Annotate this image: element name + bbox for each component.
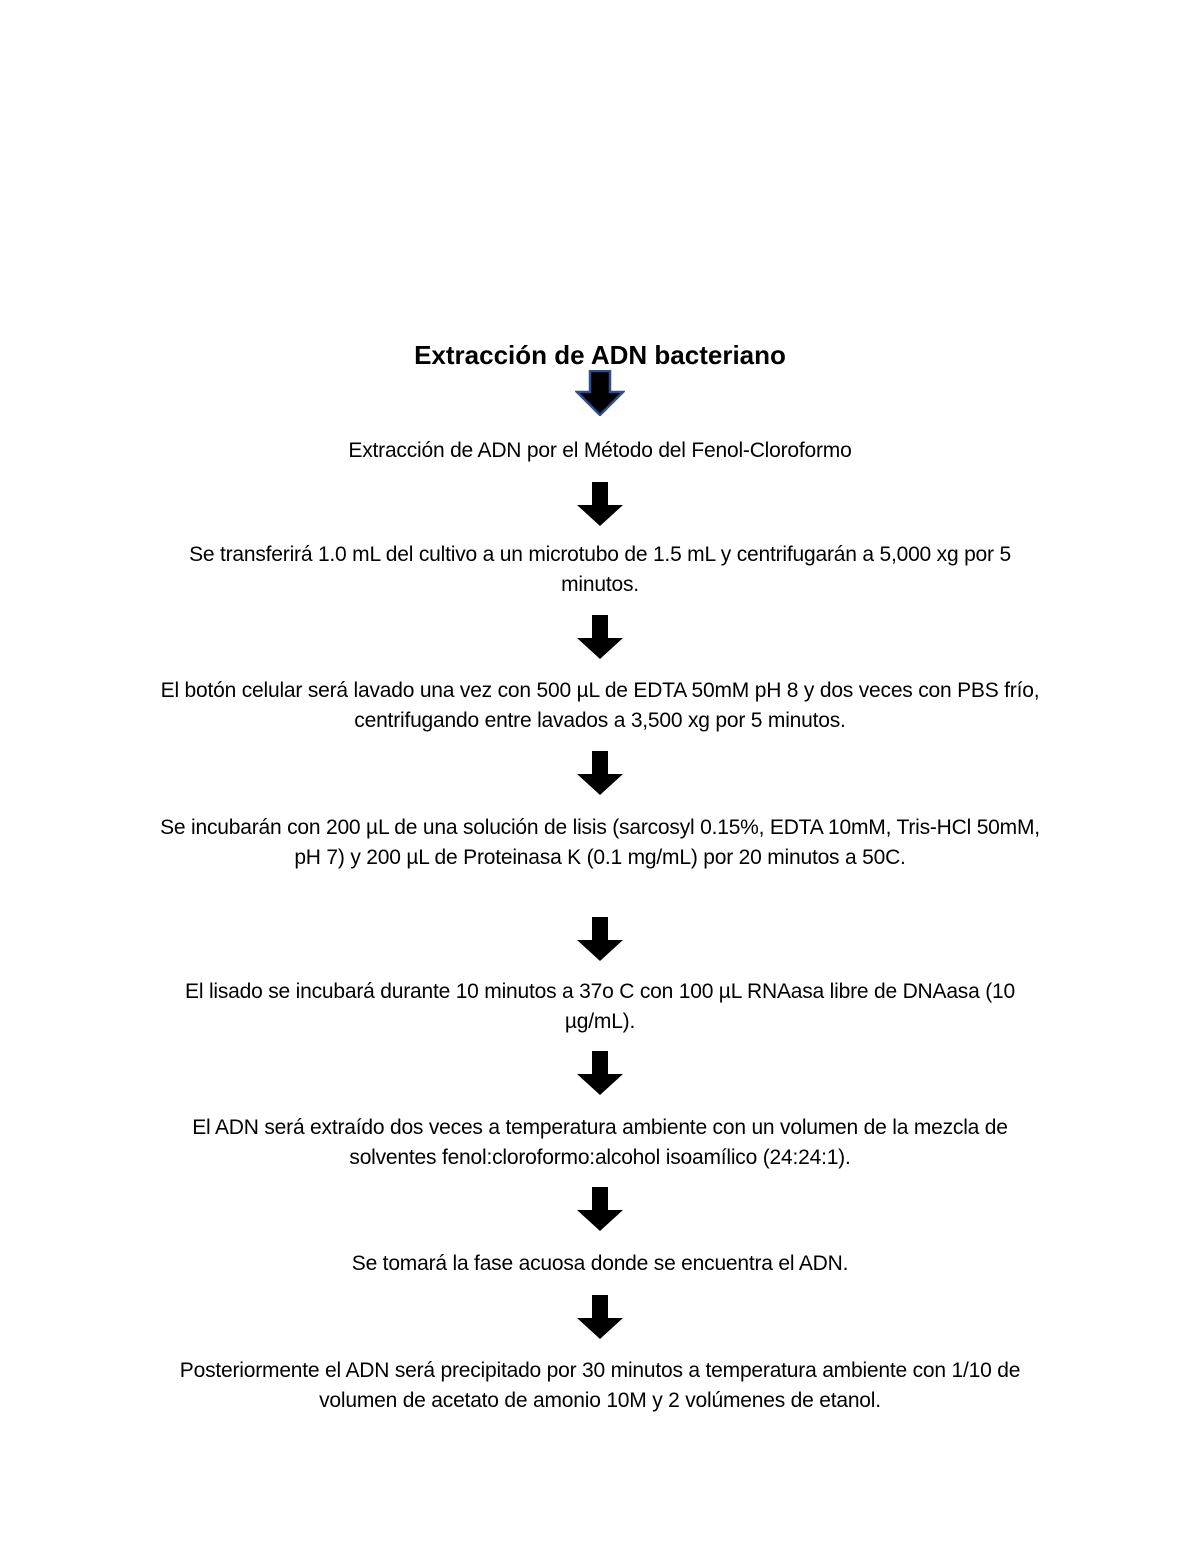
down-arrow-icon [575, 370, 625, 416]
step-5: El lisado se incubará durante 10 minutos a 37o C con 100 µL RNAasa libre de DNAasa (10 µg/mL). [185, 980, 1015, 1033]
step-2: Se transferirá 1.0 mL del cultivo a un microtubo de 1.5 mL y centrifugarán a 5,000 xg por 5 minutos. [189, 543, 1011, 596]
down-arrow-icon [575, 1294, 625, 1340]
step-3: El botón celular será lavado una vez con 500 µL de EDTA 50mM pH 8 y dos veces con PBS frío, centrifugando entre lavados a 3,500 xg por 5 minutos. [160, 679, 1040, 732]
step-1: Extracción de ADN por el Método del Fenol-Cloroformo [348, 439, 852, 462]
down-arrow-icon [575, 614, 625, 660]
step-7: Se tomará la fase acuosa donde se encuentra el ADN. [351, 1252, 849, 1275]
step-6: El ADN será extraído dos veces a temperatura ambiente con un volumen de la mezcla de solventes fenol:cloroformo:alcohol isoamílico (24:24:1). [192, 1116, 1008, 1169]
down-arrow-icon [575, 481, 625, 527]
step-4: Se incubarán con 200 µL de una solución de lisis (sarcosyl 0.15%, EDTA 10mM, Tris-HCl 50mM, pH 7) y 200 µL de Proteinasa K (0.1 mg/mL) por 20 minutos a 50C. [160, 816, 1040, 869]
down-arrow-icon [575, 1186, 625, 1232]
diagram-title: Extracción de ADN bacteriano [414, 340, 786, 370]
down-arrow-icon [575, 916, 625, 962]
down-arrow-icon [575, 1050, 625, 1096]
step-8: Posteriormente el ADN será precipitado por 30 minutos a temperatura ambiente con 1/10 de volumen de acetato de amonio 10M y 2 volúmenes de etanol. [179, 1359, 1021, 1412]
down-arrow-icon [575, 750, 625, 796]
